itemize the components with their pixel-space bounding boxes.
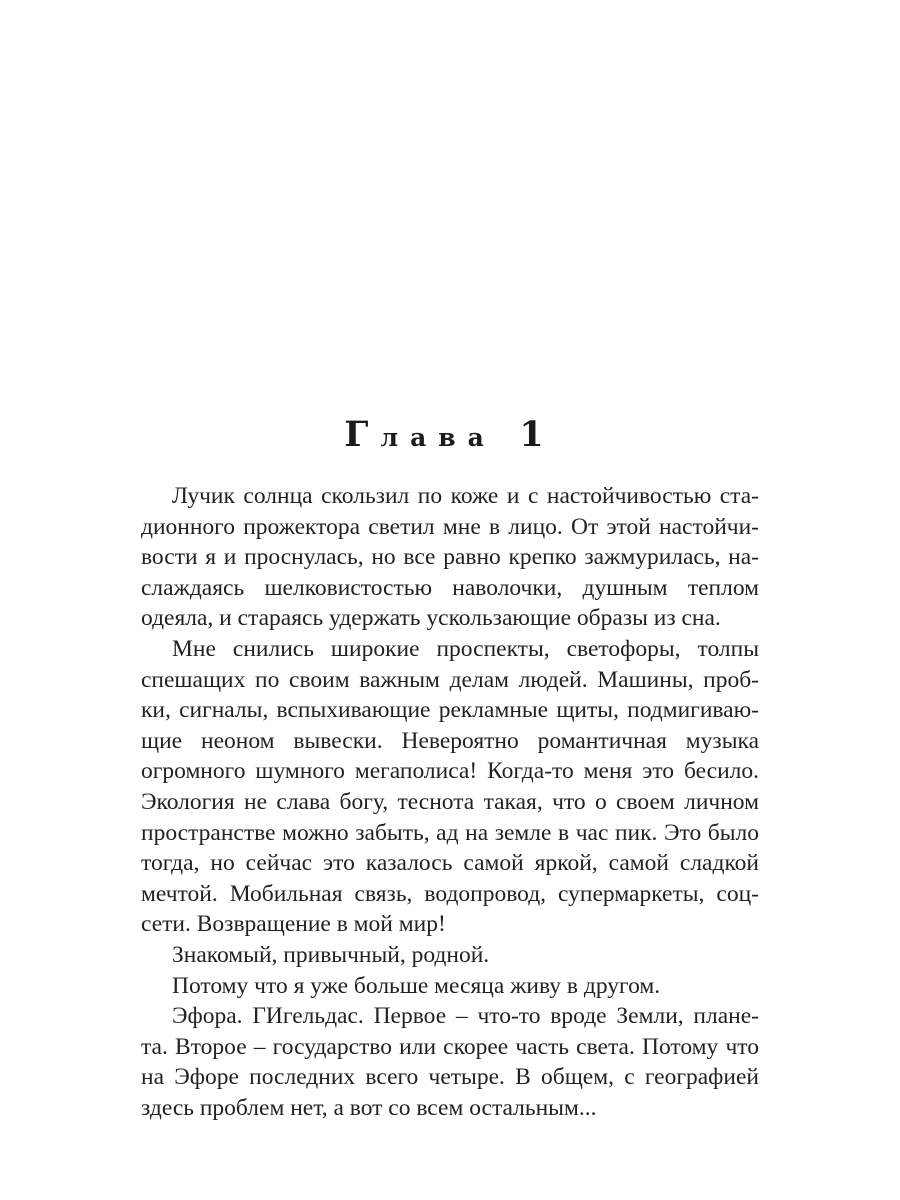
text-line: пространстве можно забыть, ад на земле в час пик. Это было xyxy=(141,819,759,846)
text-line: сети. Возвращение в мой мир! xyxy=(141,911,446,938)
text-line: тогда, но сейчас это казалось самой яркой, самой сладкой xyxy=(141,850,759,877)
text-line: огромного шумного мегаполиса! Когда-то меня это бесило. xyxy=(141,758,759,785)
text-line: мечтой. Мобильная связь, водопровод, супермаркеты, соц- xyxy=(141,880,759,907)
text-line: Экология не слава богу, теснота такая, что о своем личном xyxy=(141,788,759,815)
text-line: Потому что я уже больше месяца живу в другом. xyxy=(172,972,661,999)
text-line: здесь проблем нет, а вот со всем остальным... xyxy=(141,1094,597,1121)
text-line: Знакомый, привычный, родной. xyxy=(172,941,490,968)
text-line: щие неоном вывески. Невероятно романтичная музыка xyxy=(141,727,759,754)
text-line: на Эфоре последних всего четыре. В общем, с географией xyxy=(141,1064,759,1091)
chapter-number: 1 xyxy=(519,414,556,455)
text-line: Лучик солнца скользил по коже и с настойчивостью ста- xyxy=(172,483,759,509)
chapter-body xyxy=(141,481,759,1123)
text-line: спешащих по своим важным делам людей. Машины, проб- xyxy=(141,666,759,693)
text-line: та. Второе – государство или скорее часть света. Потому что xyxy=(141,1033,759,1060)
text-line: ки, сигналы, вспыхивающие рекламные щиты, подмигиваю- xyxy=(141,697,759,724)
text-line: Мне снились широкие проспекты, светофоры, толпы xyxy=(172,635,759,662)
text-line: слаждаясь шелковистостью наволочки, душным теплом xyxy=(141,574,759,601)
chapter-title-rest: лава xyxy=(380,423,496,452)
text-line: дионного прожектора светил мне в лицо. От этой настойчи- xyxy=(141,513,759,540)
chapter-heading xyxy=(0,414,900,455)
chapter-title-initial: Г xyxy=(344,414,381,455)
text-line: Эфора. ГИгельдас. Первое – что-то вроде Земли, плане- xyxy=(172,1003,759,1030)
text-line: одеяла, и стараясь удержать ускользающие образы из сна. xyxy=(141,605,721,632)
text-line: вости я и проснулась, но все равно крепко зажмурилась, на- xyxy=(141,544,759,571)
